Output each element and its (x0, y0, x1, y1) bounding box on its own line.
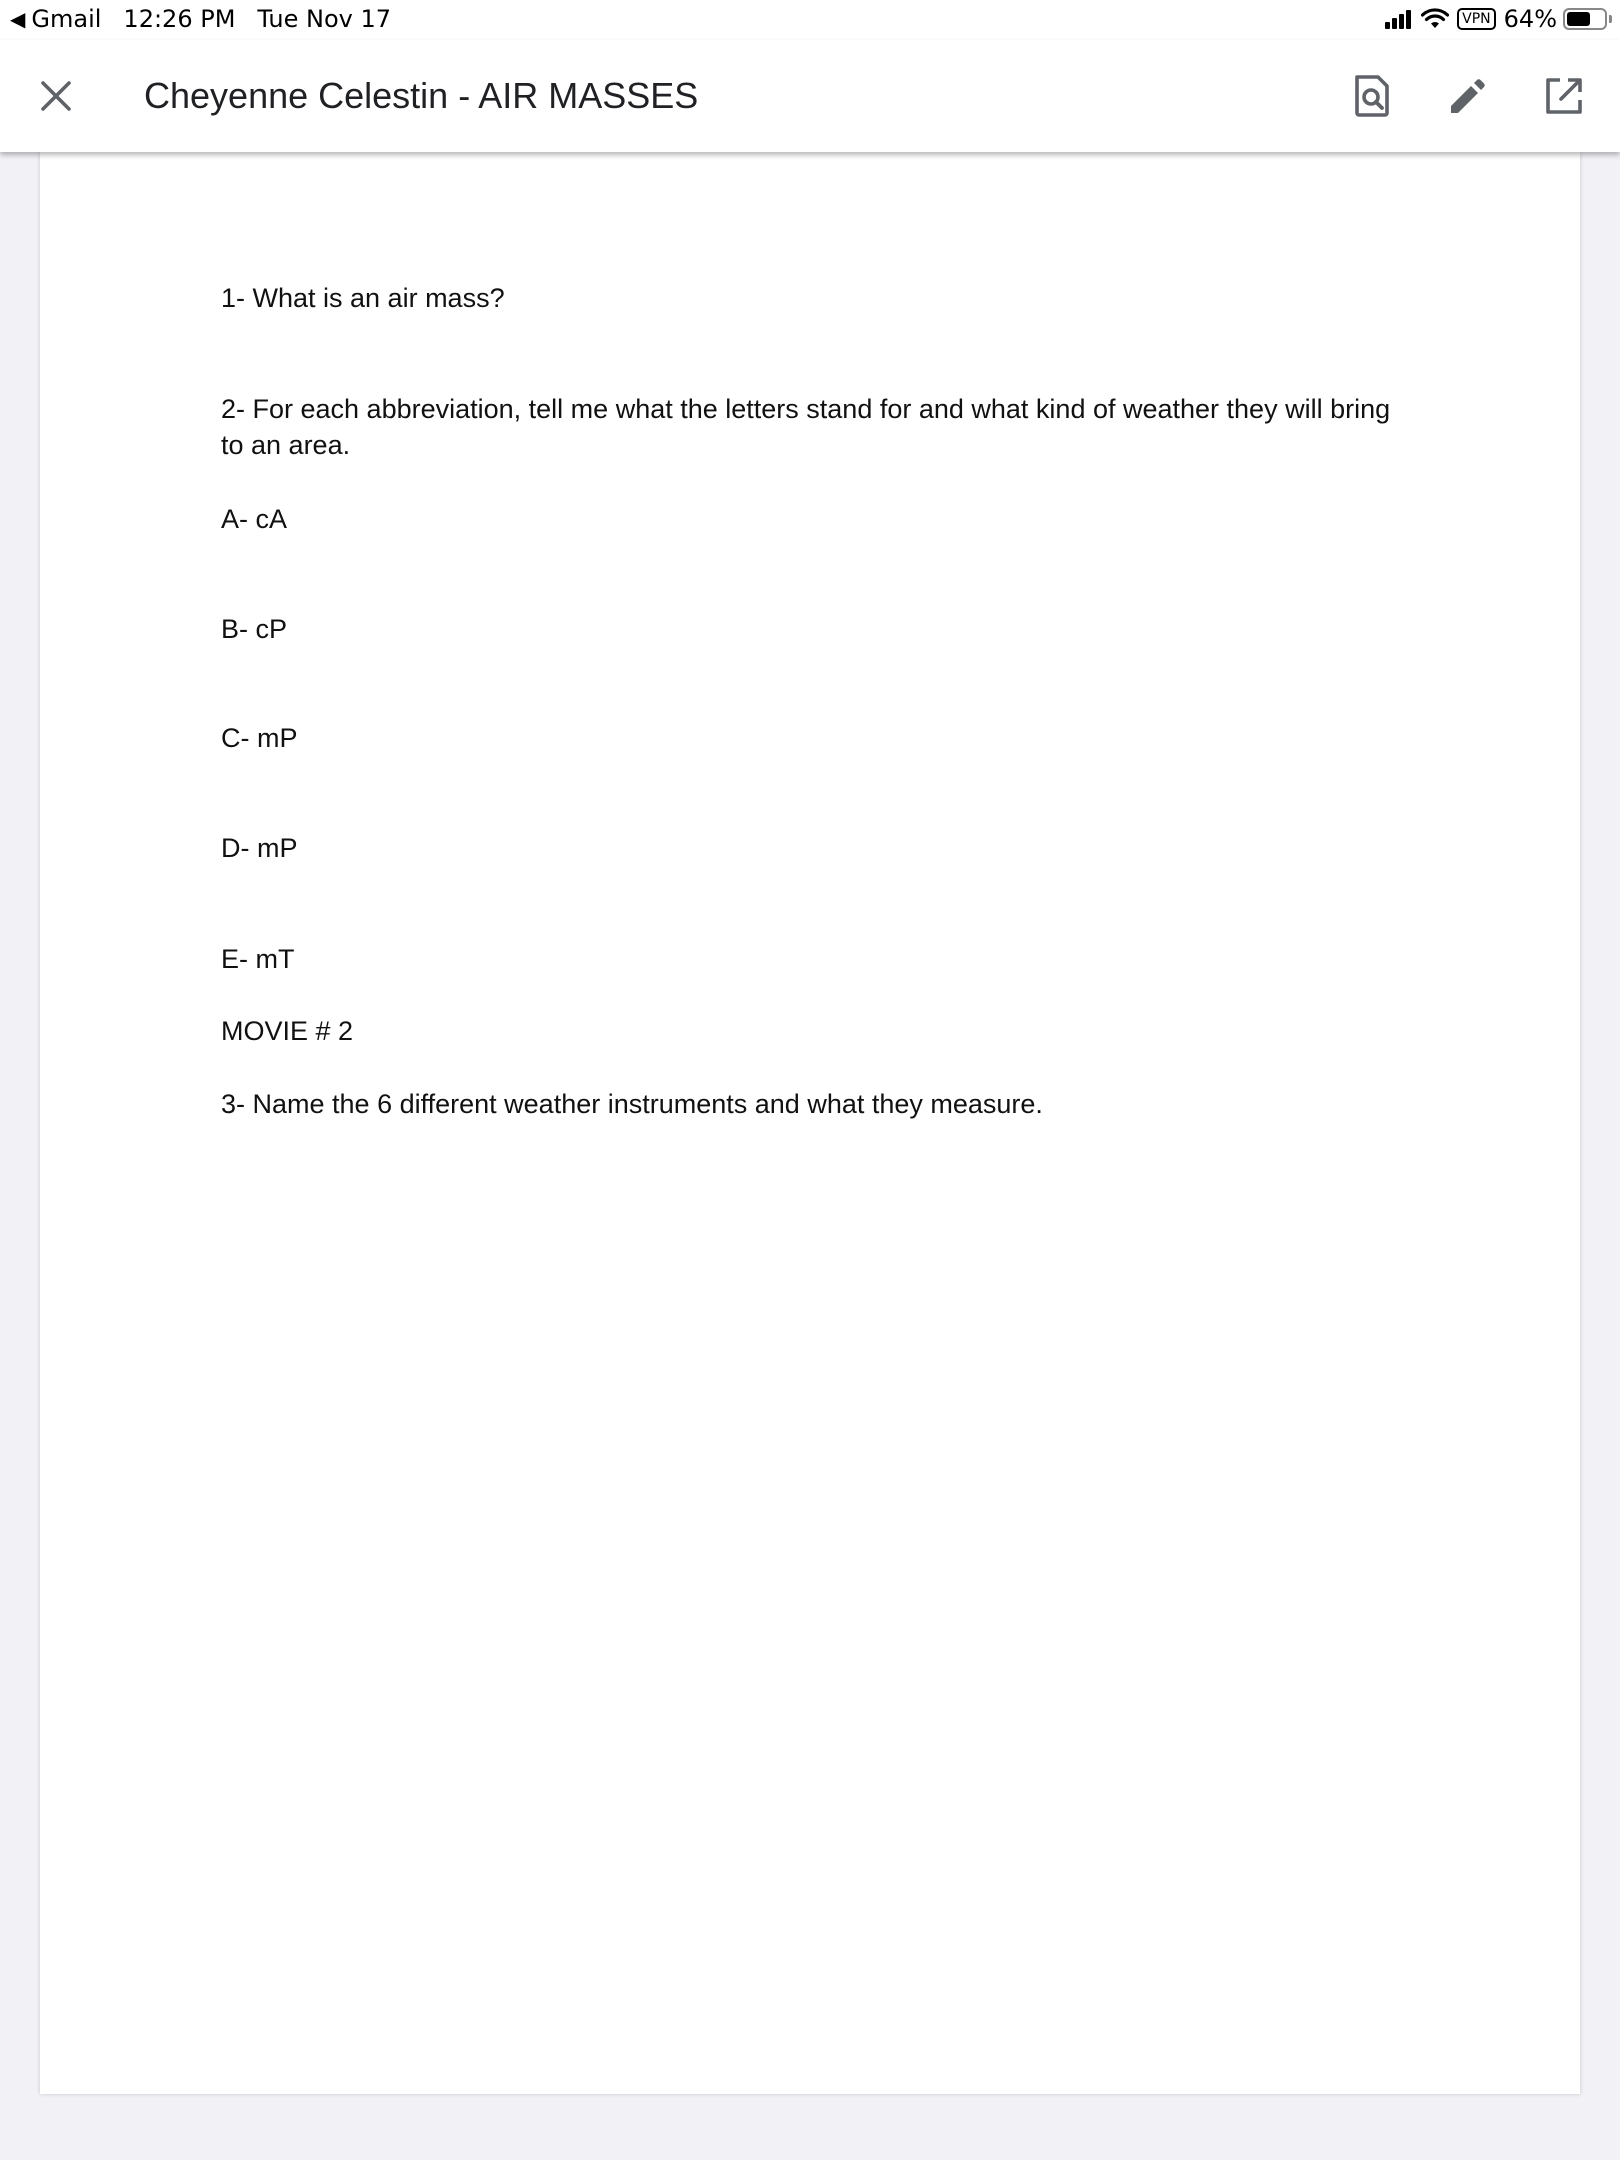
battery-fill (1567, 12, 1590, 26)
close-button[interactable] (32, 72, 80, 120)
status-time: 12:26 PM (123, 5, 236, 33)
viewer-toolbar (0, 40, 1620, 152)
status-bar (0, 0, 1620, 40)
wifi-icon (1421, 8, 1449, 30)
question-2: 2- For each abbreviation, tell me what the letters stand for and what kind of weather they will bring to an area. (221, 394, 1391, 460)
status-left (10, 5, 391, 33)
abbreviation-a: A- cA (221, 504, 288, 534)
battery-tip (1609, 15, 1612, 23)
question-1: 1- What is an air mass? (221, 283, 505, 313)
back-arrow-icon[interactable]: ◀ (10, 7, 26, 31)
movie-heading: MOVIE # 2 (221, 1016, 354, 1046)
open-external-icon (1543, 75, 1585, 117)
abbreviation-d: D- mP (221, 833, 298, 863)
cellular-signal-icon (1385, 9, 1413, 29)
status-date: Tue Nov 17 (257, 5, 392, 33)
close-icon (32, 72, 80, 120)
open-external-button[interactable] (1538, 70, 1590, 122)
abbreviation-e: E- mT (221, 944, 295, 974)
back-to-app-link[interactable]: Gmail (31, 5, 102, 33)
edit-button[interactable] (1442, 70, 1494, 122)
find-in-page-icon (1352, 74, 1392, 118)
battery-percent: 64% (1503, 5, 1557, 33)
edit-pencil-icon (1447, 75, 1489, 117)
document-page[interactable] (40, 152, 1580, 2094)
battery-icon (1563, 8, 1607, 30)
status-right (1385, 5, 1612, 33)
question-3: 3- Name the 6 different weather instruments and what they measure. (221, 1089, 1043, 1119)
abbreviation-b: B- cP (221, 614, 288, 644)
vpn-badge: VPN (1457, 8, 1496, 30)
abbreviation-c: C- mP (221, 723, 298, 753)
find-in-page-button[interactable] (1346, 70, 1398, 122)
document-title: Cheyenne Celestin - AIR MASSES (144, 75, 699, 116)
